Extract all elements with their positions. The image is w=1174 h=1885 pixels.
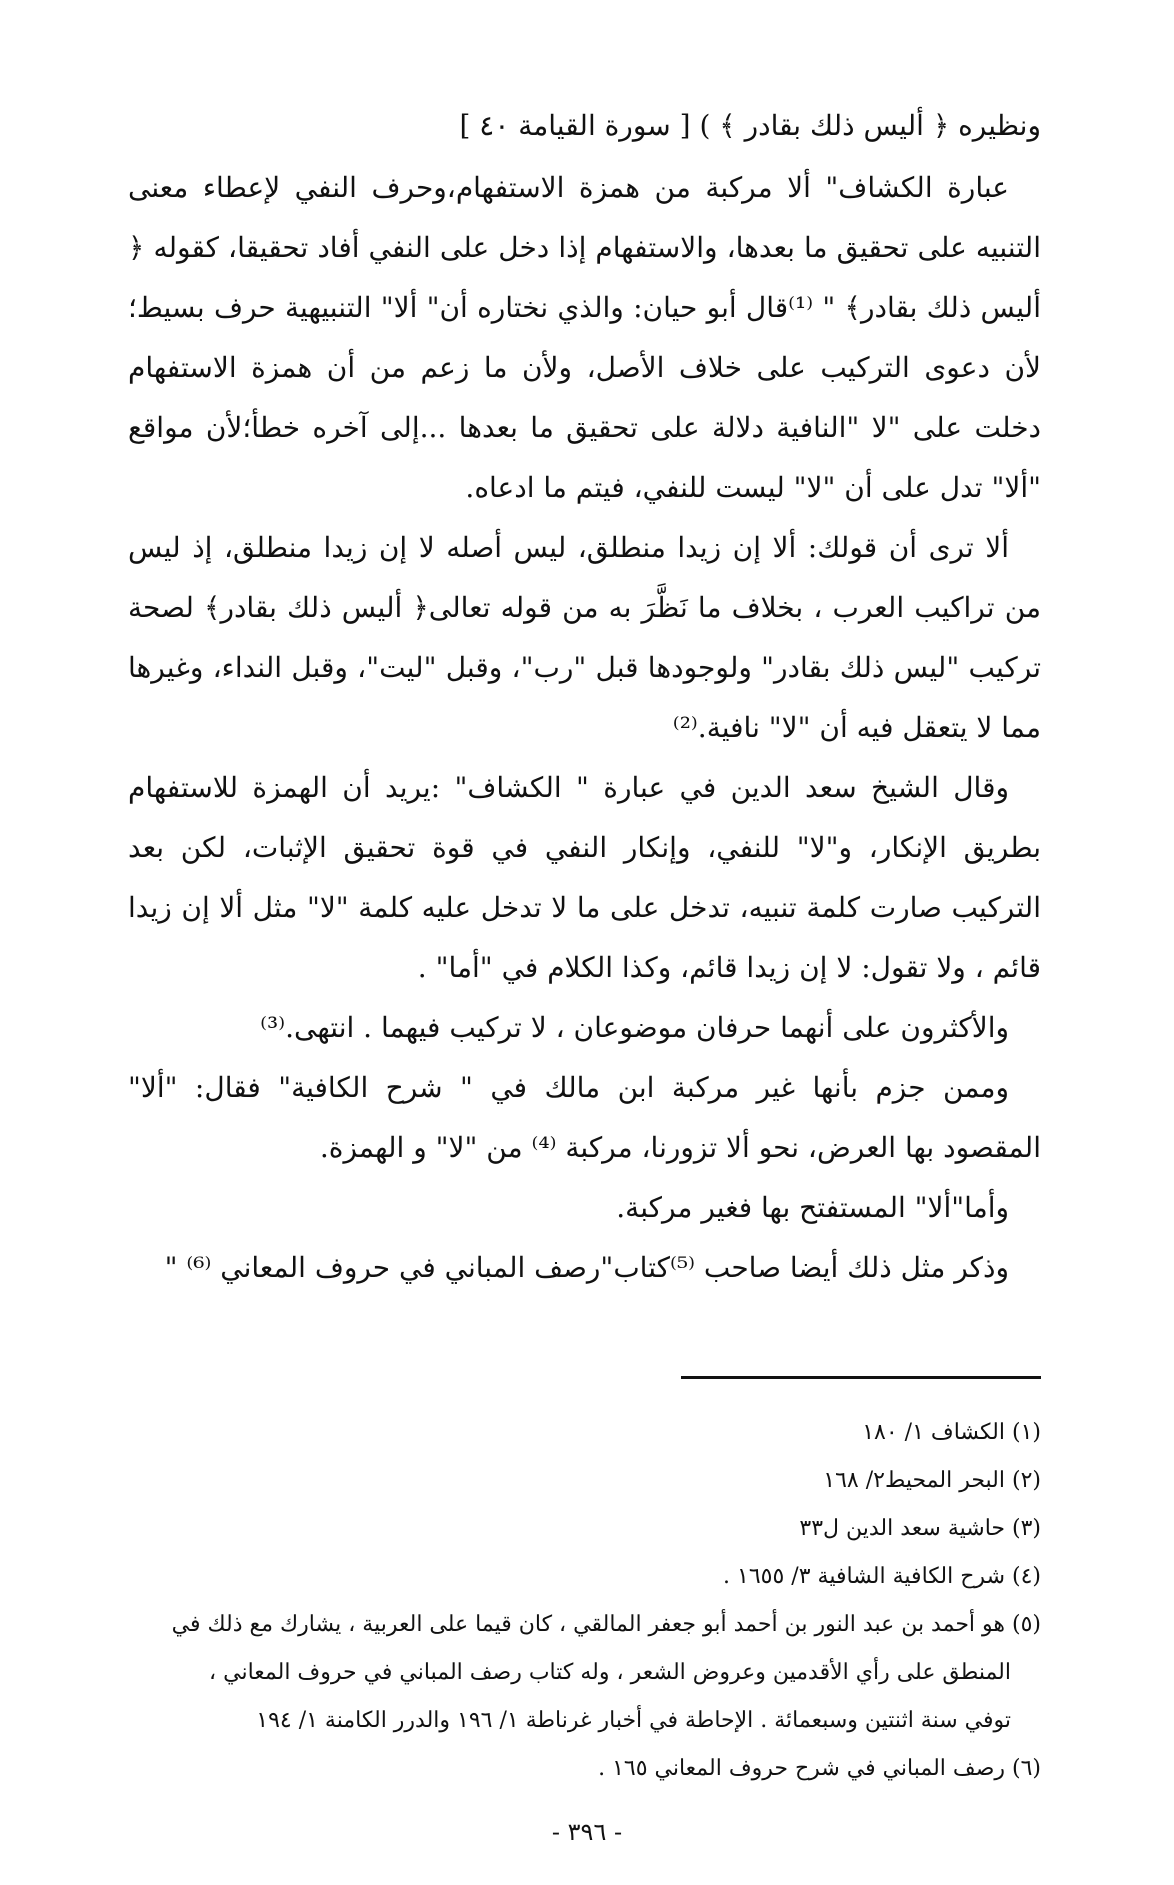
page-number: - ٣٩٦ -	[551, 1818, 623, 1846]
paragraph-ama: وأما"ألا" المستفتح بها فغير مركبة.	[616, 1191, 1009, 1224]
paragraph-kashshaf: عبارة الكشاف" ألا مركبة من همزة الاستفهام،وحرف النفي لإعطاء معنى التنبيه على تحقيق ما بعدها، والاستفهام إذا دخل على النفي أفاد تحقيقا، كقوله ﴿ أليس ذلك بقادر﴾ " ⁽¹⁾قال أبو حيان: والذي نختاره أن" ألا" التنبيهية حرف بسيط؛لأن دعوى التركيب على خلاف الأصل، ولأن ما زعم من أن همزة الاستفهام دخلت على "لا "النافية دلالة على تحقيق ما بعدها ...إلى آخره خطأ؛لأن مواقع "ألا" تدل على أن "لا" ليست للنفي، فيتم ما ادعاه.	[128, 171, 1041, 504]
paragraph-akthar: والأكثرون على أنهما حرفان موضوعان ، لا تركيب فيهما . انتهى.⁽³⁾	[260, 1011, 1009, 1044]
main-text	[128, 96, 1041, 1298]
footnote-separator	[681, 1376, 1041, 1379]
footnote-5-line-3: توفي سنة اثنتين وسبعمائة . الإحاطة في أخبار غرناطة ١/ ١٩٦ والدرر الكامنة ١/ ١٩٤	[256, 1708, 1011, 1733]
paragraph-saad-aldin: وقال الشيخ سعد الدين في عبارة " الكشاف" :يريد أن الهمزة للاستفهام بطريق الإنكار، و"لا" للنفي، وإنكار النفي في قوة تحقيق الإثبات، لكن بعد التركيب صارت كلمة تنبيه، تدخل على ما لا تدخل عليه كلمة "لا" مثل ألا إن زيدا قائم ، ولا تقول: لا إن زيدا قائم، وكذا الكلام في "أما" .	[128, 771, 1041, 984]
footnote-5-line-2: المنطق على رأي الأقدمين وعروض الشعر ، وله كتاب رصف المباني في حروف المعاني ،	[209, 1660, 1011, 1685]
paragraph-ala-tara: ألا ترى أن قولك: ألا إن زيدا منطلق، ليس أصله لا إن زيدا منطلق، إذ ليس من تراكيب العرب ، بخلاف ما نَظَّرَ به من قوله تعالى﴿ أليس ذلك بقادر﴾ لصحة تركيب "ليس ذلك بقادر" ولوجودها قبل "رب"، وقبل "ليت"، وقبل النداء، وغيرها مما لا يتعقل فيه أن "لا" نافية.⁽²⁾	[128, 531, 1042, 744]
quran-citation-line: ونظيره ﴿ أليس ذلك بقادر ﴾ ) [ سورة القيامة ٤٠ ]	[459, 109, 1041, 142]
footnote-3: (٣) حاشية سعد الدين ل٣٣	[799, 1516, 1041, 1541]
footnotes	[128, 1409, 1041, 1793]
footnote-2: (٢) البحر المحيط٢/ ١٦٨	[823, 1468, 1041, 1493]
footnote-1: (١) الكشاف ١/ ١٨٠	[862, 1420, 1041, 1445]
paragraph-rasf: وذكر مثل ذلك أيضا صاحب ⁽⁵⁾كتاب"رصف المباني في حروف المعاني ⁽⁶⁾ "	[164, 1251, 1009, 1284]
footnote-5: (٥) هو أحمد بن عبد النور بن أحمد أبو جعفر المالقي ، كان قيما على العربية ، يشارك مع ذلك في	[171, 1612, 1041, 1637]
footnote-6: (٦) رصف المباني في شرح حروف المعاني ١٦٥ .	[598, 1756, 1041, 1781]
paragraph-ibn-malik: وممن جزم بأنها غير مركبة ابن مالك في " شرح الكافية" فقال: "ألا" المقصود بها العرض، نحو ألا تزورنا، مركبة ⁽⁴⁾ من "لا" و الهمزة.	[128, 1071, 1041, 1164]
footnote-4: (٤) شرح الكافية الشافية ٣/ ١٦٥٥ .	[723, 1564, 1041, 1589]
